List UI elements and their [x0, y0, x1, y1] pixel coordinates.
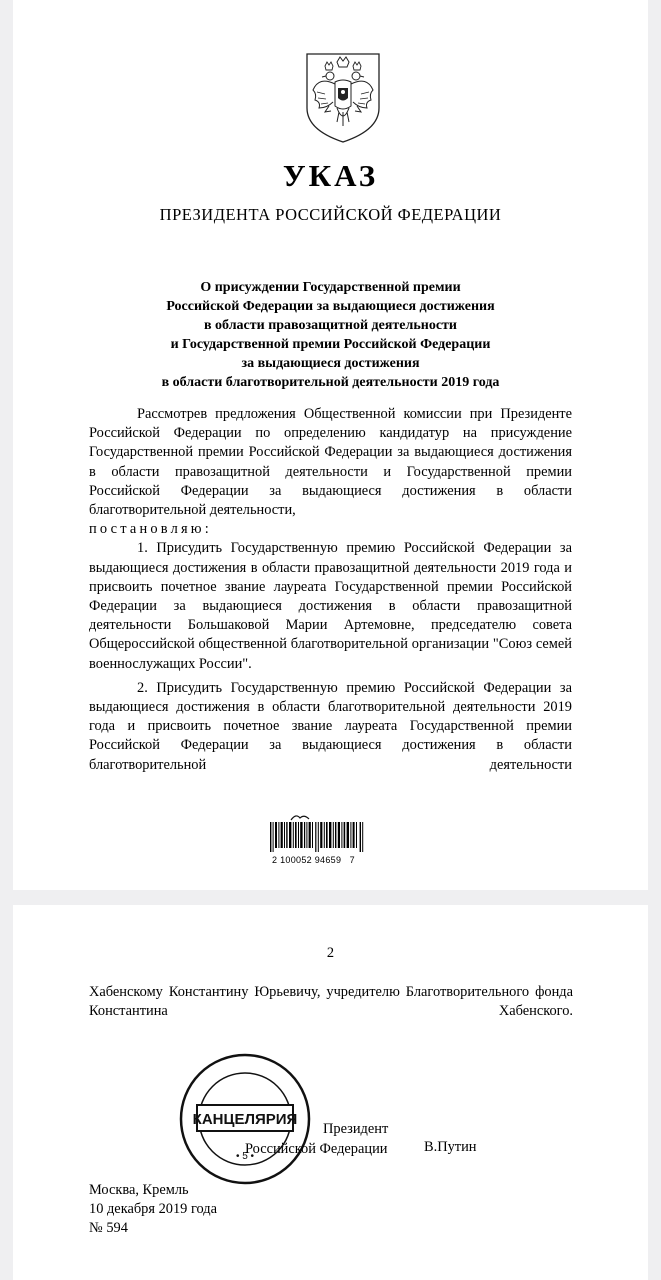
signature-position — [245, 1120, 388, 1159]
decree-title — [93, 278, 568, 392]
signing-date: 10 декабря 2019 года — [89, 1201, 218, 1218]
continuation-paragraph — [89, 983, 573, 1021]
signature-position-line: Российской Федерации — [245, 1140, 388, 1157]
decree-word: постановляю: — [89, 521, 212, 538]
decree-title-line: и Государственной премии Российской Федерации — [170, 337, 491, 352]
svg-text:• 5 •: • 5 • — [235, 1151, 255, 1162]
signature-position-line: Президент — [323, 1121, 389, 1137]
page-number: 2 — [326, 945, 335, 961]
decree-title-line: за выдающиеся достижения — [241, 356, 420, 371]
decree-body — [89, 405, 572, 775]
seal-text: КАНЦЕЛЯРИЯ — [192, 1111, 298, 1128]
document-heading: УКАЗ — [282, 158, 379, 193]
signatory-name: В.Путин — [424, 1139, 477, 1155]
decree-title-line: Российской Федерации за выдающиеся достижения — [166, 299, 495, 314]
decree-item-2: 2. Присудить Государственную премию Российской Федерации за выдающиеся достижения в области благотворительной деятельности 2019 года и присвоить почетное звание лауреата Государственной премии Российской Федерации за выдающиеся достижения в области благотворительной деятельности — [89, 679, 572, 773]
decree-item-1: 1. Присудить Государственную премию Российской Федерации за выдающиеся достижения в области правозащитной деятельности 2019 года и присвоить почетное звание лауреата Государственной премии Российской Федерации за выдающиеся достижения в области правозащитной деятельности Большаковой Марии Артемовне, председателю совета Общероссийской общественной благотворительной организации "Союз семей военнослужащих России". — [89, 540, 572, 672]
document-page-2 — [13, 905, 648, 1280]
document-subheading: ПРЕЗИДЕНТА РОССИЙСКОЙ ФЕДЕРАЦИИ — [159, 205, 502, 224]
document-page-1 — [13, 0, 648, 890]
barcode-mark-icon — [290, 812, 310, 822]
preamble-paragraph: Рассмотрев предложения Общественной комиссии при Президенте Российской Федерации по определению кандидатур на присуждение Государственной премии Российской Федерации за выдающиеся достижения в области правозащитной деятельности и Государственной премии Российской Федерации за выдающиеся достижения в области благотворительной деятельности, — [89, 406, 572, 519]
decree-title-line: в области благотворительной деятельности 2019 года — [161, 375, 500, 390]
barcode-number: 2 100052 94659 7 — [272, 855, 355, 865]
decree-number: № 594 — [89, 1220, 128, 1237]
decree-title-line: О присуждении Государственной премии — [200, 280, 461, 295]
official-seal-icon — [177, 1051, 313, 1187]
continuation-text: Хабенскому Константину Юрьевичу, учредителю Благотворительного фонда Константина Хабенского. — [89, 984, 573, 1020]
barcode-icon — [270, 822, 365, 852]
signing-place: Москва, Кремль — [89, 1182, 189, 1198]
russian-coat-of-arms-icon — [299, 50, 387, 144]
signing-details — [89, 1181, 217, 1239]
decree-title-line: в области правозащитной деятельности — [203, 318, 457, 333]
